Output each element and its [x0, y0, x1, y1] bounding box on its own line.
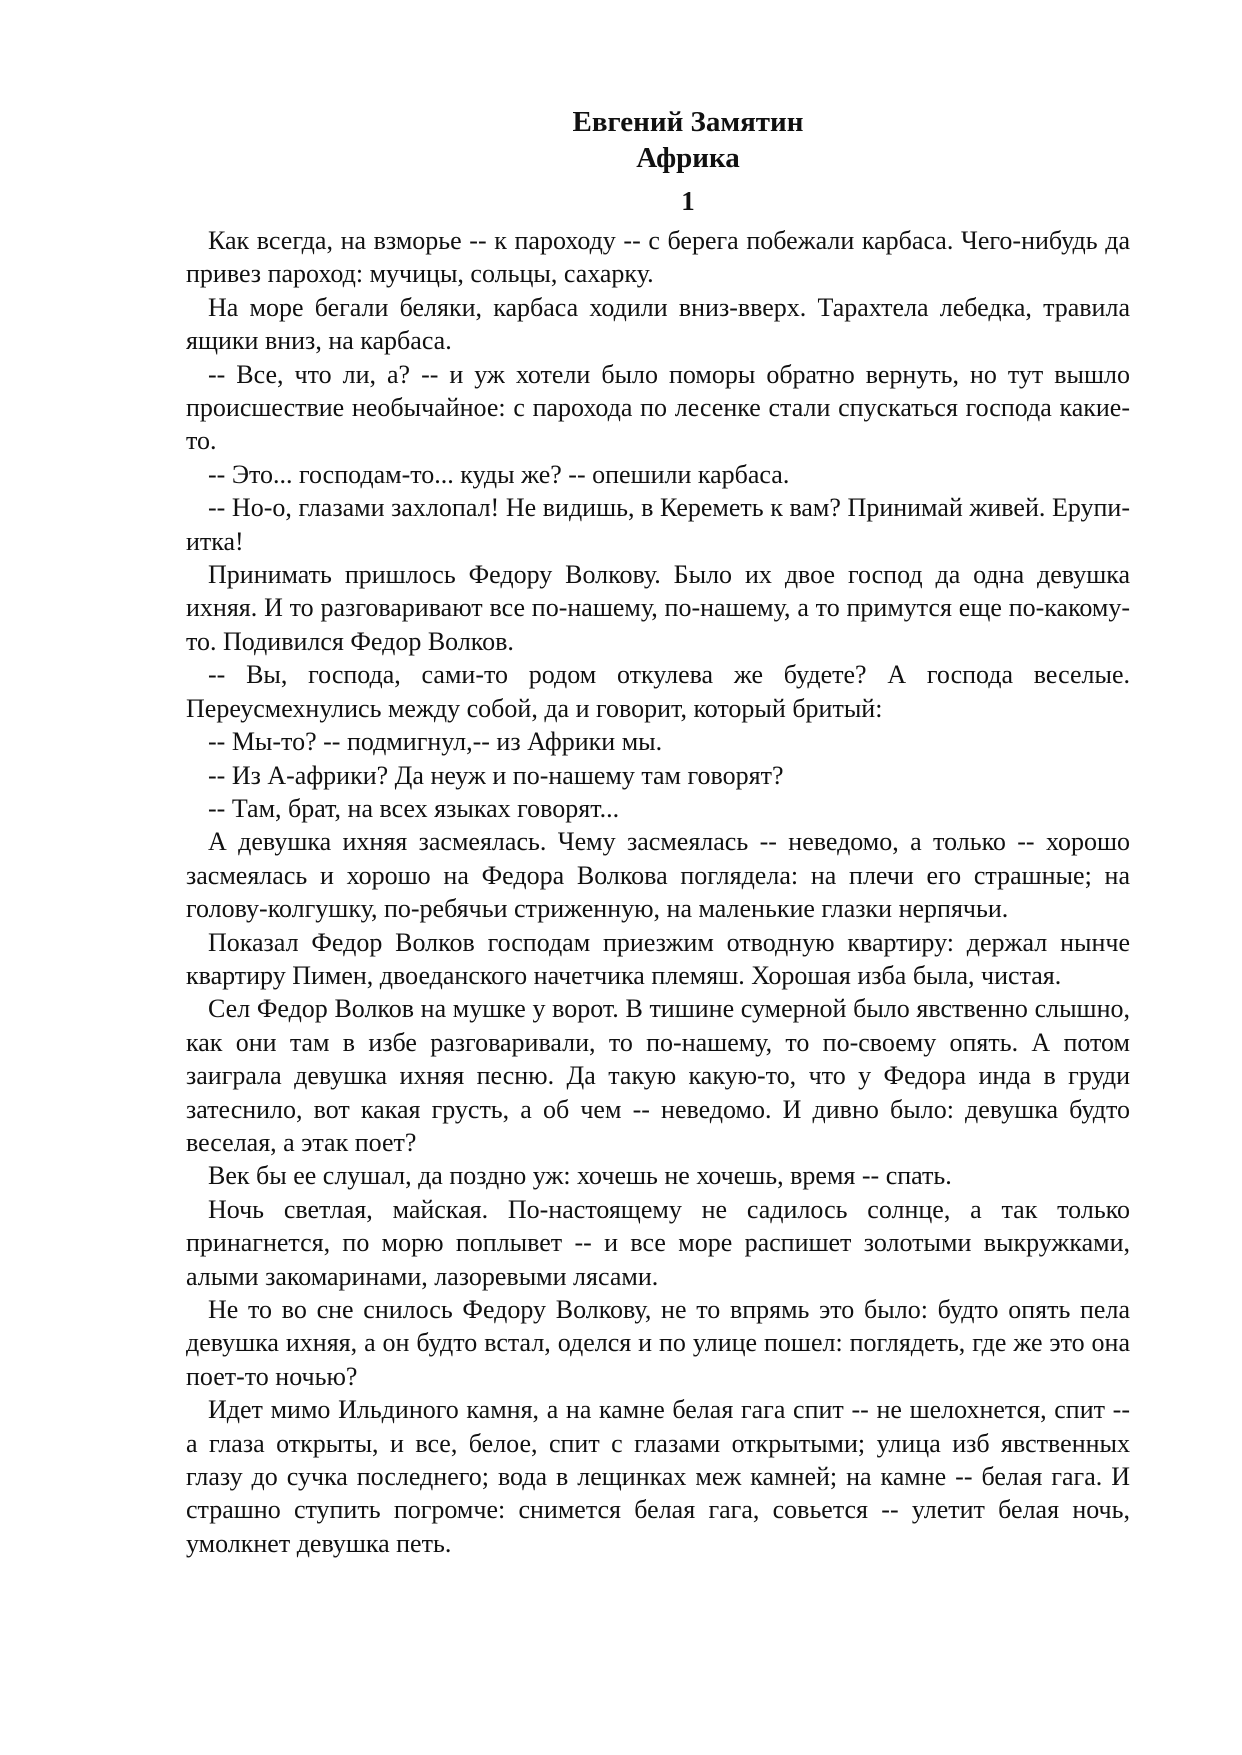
paragraph: Ночь светлая, майская. По-настоящему не садилось солнце, а так только принагнется, по морю поплывет -- и все море распишет золотыми выкружками, алыми закомаринами, лазоревыми лясами. — [186, 1194, 1130, 1291]
paragraph: Век бы ее слушал, да поздно уж: хочешь не хочешь, время -- спать. — [208, 1161, 952, 1191]
paragraph: -- Вы, господа, сами-то родом откулева же будете? А господа веселые. Переусмехнулись между собой, да и говорит, который бритый: — [186, 660, 1130, 723]
paragraph: -- Это... господам-то... куды же? -- опешили карбаса. — [208, 459, 790, 489]
story-title: Африка — [636, 142, 740, 174]
paragraph: Показал Федор Волков господам приезжим отводную квартиру: держал нынче квартиру Пимен, двоеданского начетчика племяш. Хорошая изба была, чистая. — [186, 927, 1130, 990]
paragraph: Принимать пришлось Федору Волкову. Было их двое господ да одна девушка ихняя. И то разговаривают все по-нашему, по-нашему, а то примутся еще по-какому-то. Подивился Федор Волков. — [186, 560, 1130, 656]
paragraph: Не то во сне снилось Федору Волкову, не то впрямь это было: будто опять пела девушка ихняя, а он будто встал, оделся и по улице пошел: поглядеть, где же это она поет-то ночью? — [186, 1295, 1130, 1391]
chapter-number: 1 — [681, 186, 695, 216]
story-body — [186, 224, 1130, 1560]
paragraph: -- Там, брат, на всех языках говорят... — [208, 793, 620, 823]
document-page — [186, 104, 1130, 1560]
paragraph: -- Мы-то? -- подмигнул,-- из Африки мы. — [208, 727, 663, 757]
paragraph: Сел Федор Волков на мушке у ворот. В тишине сумерной было явственно слышно, как они там в избе разговаривали, то по-нашему, то по-своему опять. А потом заиграла девушка ихняя песню. Да такую какую-то, что у Федора инда в груди затеснило, вот какая грусть, а об чем -- неведомо. И дивно было: девушка будто веселая, а этак поет? — [186, 994, 1130, 1157]
paragraph: Как всегда, на взморье -- к пароходу -- с берега побежали карбаса. Чего-нибудь да привез пароход: мучицы, сольцы, сахарку. — [186, 226, 1130, 289]
paragraph: -- Все, что ли, а? -- и уж хотели было поморы обратно вернуть, но тут вышло происшествие необычайное: с парохода по лесенке стали спускаться господа какие-то. — [186, 359, 1130, 456]
paragraph: -- Но-о, глазами захлопал! Не видишь, в Кереметь к вам? Принимай живей. Ерупи-итка! — [186, 493, 1130, 556]
paragraph: -- Из А-африки? Да неуж и по-нашему там говорят? — [208, 760, 784, 790]
paragraph: А девушка ихняя засмеялась. Чему засмеялась -- неведомо, а только -- хорошо засмеялась и хорошо на Федора Волкова поглядела: на плечи его страшные; на голову-колгушку, по-ребячьи стриженную, на маленькие глазки нерпячьи. — [186, 827, 1130, 924]
author-name: Евгений Замятин — [572, 106, 804, 138]
paragraph: Идет мимо Ильдиного камня, а на камне белая гага спит -- не шелохнется, спит -- а глаза открыты, и все, белое, спит с глазами открытыми; улица изб явственных глазу до сучка последнего; вода в лещинках меж камней; на камне -- белая гага. И страшно ступить погромче: снимется белая гага, совьется -- улетит белая ночь, умолкнет девушка петь. — [186, 1395, 1130, 1558]
paragraph: На море бегали беляки, карбаса ходили вниз-вверх. Тарахтела лебедка, травила ящики вниз, на карбаса. — [186, 292, 1130, 356]
